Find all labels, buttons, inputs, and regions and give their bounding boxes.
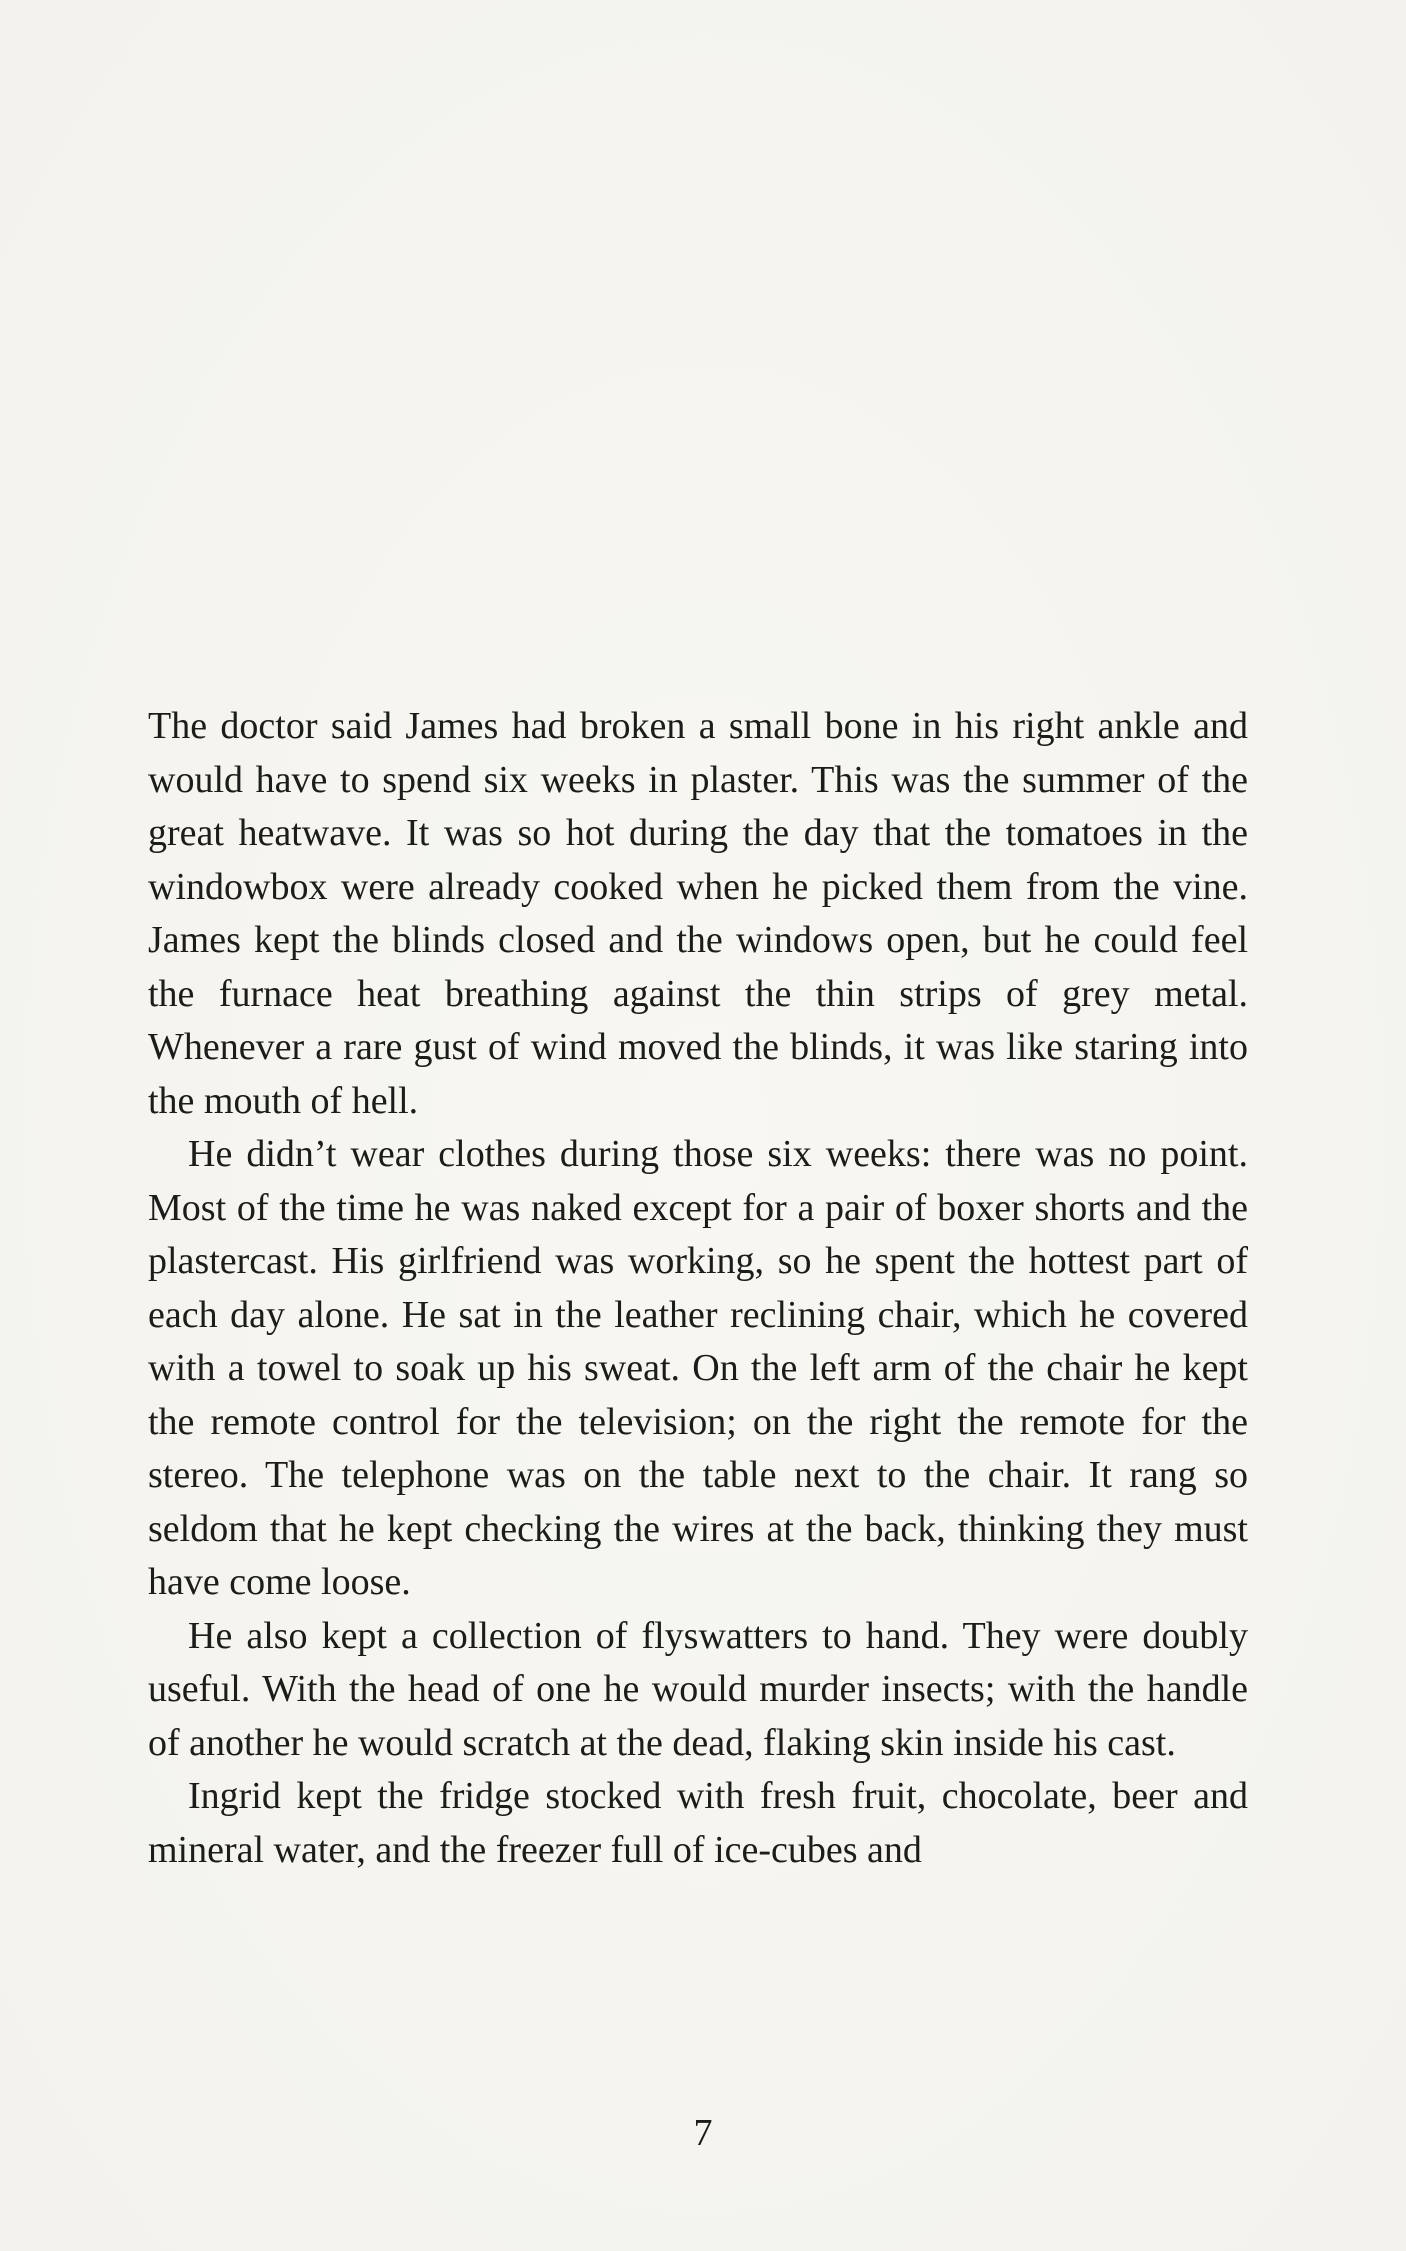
paragraph-4: Ingrid kept the fridge stocked with fresh fruit, chocolate, beer and mineral water, and the freezer full of ice-cubes and — [148, 1775, 1248, 1871]
body-text — [148, 700, 1248, 1877]
page-number: 7 — [693, 2112, 713, 2154]
paragraph-1: The doctor said James had broken a small bone in his right ankle and would have to spend six weeks in plaster. This was the summer of the great heatwave. It was so hot during the day that the tomatoes in the windowbox were already cooked when he picked them from the vine. James kept the blinds closed and the windows open, but he could feel the furnace heat breathing against the thin strips of grey metal. Whenever a rare gust of wind moved the blinds, it was like staring into the mouth of hell. — [148, 705, 1248, 1122]
paragraph-3: He also kept a collection of flyswatters to hand. They were doubly useful. With the head of one he would murder insects; with the handle of another he would scratch at the dead, flaking skin inside his cast. — [148, 1614, 1248, 1764]
paragraph-2: He didn’t wear clothes during those six weeks: there was no point. Most of the time he was naked except for a pair of boxer shorts and the plastercast. His girlfriend was working, so he spent the hottest part of each day alone. He sat in the leather reclining chair, which he covered with a towel to soak up his sweat. On the left arm of the chair he kept the remote control for the television; on the right the remote for the stereo. The telephone was on the table next to the chair. It rang so seldom that he kept checking the wires at the back, thinking they must have come loose. — [148, 1133, 1248, 1603]
